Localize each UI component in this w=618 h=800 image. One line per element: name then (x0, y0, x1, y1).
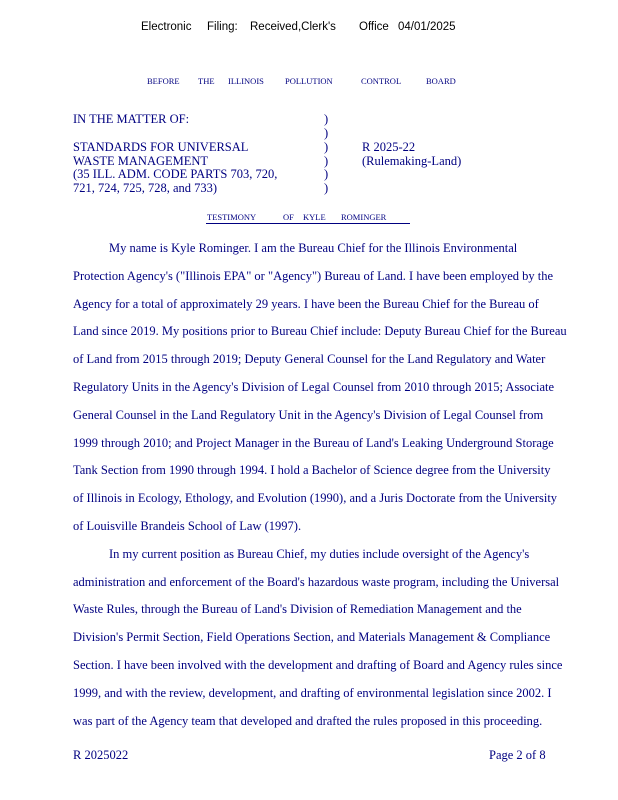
body-line: 1999, and with the review, development, and drafting of environmental legislation since 2002. I (73, 685, 552, 700)
body-line: My name is Kyle Rominger. I am the Bureau Chief for the Illinois Environmental (109, 241, 518, 255)
testimony-word: TESTIMONY (207, 212, 257, 222)
body-line: Division's Permit Section, Field Operations Section, and Materials Management & Compliance (73, 630, 551, 645)
body-line: General Counsel in the Land Regulatory Unit in the Agency's Division of Legal Counsel from (73, 407, 544, 422)
footer-page-number: Page 2 of 8 (489, 748, 546, 762)
stamp-filing: Filing: (207, 21, 238, 33)
caption-paren: ) (324, 112, 329, 126)
body-line: administration and enforcement of the Board's hazardous waste program, including the Universal (73, 574, 560, 589)
testimony-word-kyle: KYLE (303, 212, 326, 222)
board-word-pollution: POLLUTION (285, 76, 333, 86)
body-line: Waste Rules, through the Bureau of Land's Division of Remediation Management and the (73, 602, 522, 617)
caption-matter: IN THE MATTER OF: (73, 112, 190, 126)
body-line: Land since 2019. My positions prior to Bureau Chief include: Deputy Bureau Chief for the Bureau (73, 324, 567, 339)
body-line: Tank Section from 1990 through 1994. I hold a Bachelor of Science degree from the University (73, 463, 551, 478)
caption-title-line: 721, 724, 725, 728, and 733) (73, 181, 218, 195)
body-line: of Illinois in Ecology, Ethology, and Evolution (1990), and a Juris Doctorate from the University (73, 491, 558, 506)
stamp-date: 04/01/2025 (398, 21, 456, 33)
stamp-office: Office (359, 21, 389, 33)
body-line: Protection Agency's ("Illinois EPA" or "Agency") Bureau of Land. I have been employed by the (73, 268, 554, 283)
rulemaking-number: R 2025-22 (362, 140, 416, 154)
testimony-word-rominger: ROMINGER (341, 212, 387, 222)
board-word-the: THE (198, 76, 215, 86)
footer-docket: R 2025022 (73, 748, 129, 762)
caption-title-line: (35 ILL. ADM. CODE PARTS 703, 720, (73, 167, 278, 181)
caption-paren: ) (324, 126, 329, 140)
caption-title-line: STANDARDS FOR UNIVERSAL (73, 140, 249, 154)
caption-paren: ) (324, 181, 329, 195)
body-line: Agency for a total of approximately 29 years. I have been the Bureau Chief for the Bureau of (73, 296, 539, 311)
stamp-electronic: Electronic (141, 21, 192, 33)
rulemaking-type: (Rulemaking-Land) (362, 154, 462, 168)
testimony-body (73, 235, 601, 735)
body-line: of Louisville Brandeis School of Law (1997). (73, 518, 302, 533)
body-line: Regulatory Units in the Agency's Division of Legal Counsel from 2010 through 2015; Associate (73, 379, 555, 394)
body-line: Section. I have been involved with the development and drafting of Board and Agency rules since (73, 657, 563, 672)
body-line: of Land from 2015 through 2019; Deputy General Counsel for the Land Regulatory and Water (73, 352, 546, 367)
body-line: 1999 through 2010; and Project Manager in the Bureau of Land's Leaking Underground Storage (73, 435, 554, 450)
heading-underline (206, 223, 410, 224)
caption-title-line: WASTE MANAGEMENT (73, 154, 209, 168)
body-line: was part of the Agency team that developed and drafted the rules proposed in this proceeding. (73, 713, 543, 728)
board-word-control: CONTROL (361, 76, 402, 86)
board-word-board: BOARD (426, 76, 456, 86)
testimony-word-of: OF (283, 212, 294, 222)
stamp-received: Received,Clerk's (250, 21, 336, 33)
caption-paren: ) (324, 140, 329, 154)
caption-paren: ) (324, 167, 329, 181)
body-line: In my current position as Bureau Chief, my duties include oversight of the Agency's (109, 546, 530, 561)
caption-paren: ) (324, 154, 329, 168)
board-word-illinois: ILLINOIS (228, 76, 264, 86)
board-word-before: BEFORE (147, 76, 180, 86)
